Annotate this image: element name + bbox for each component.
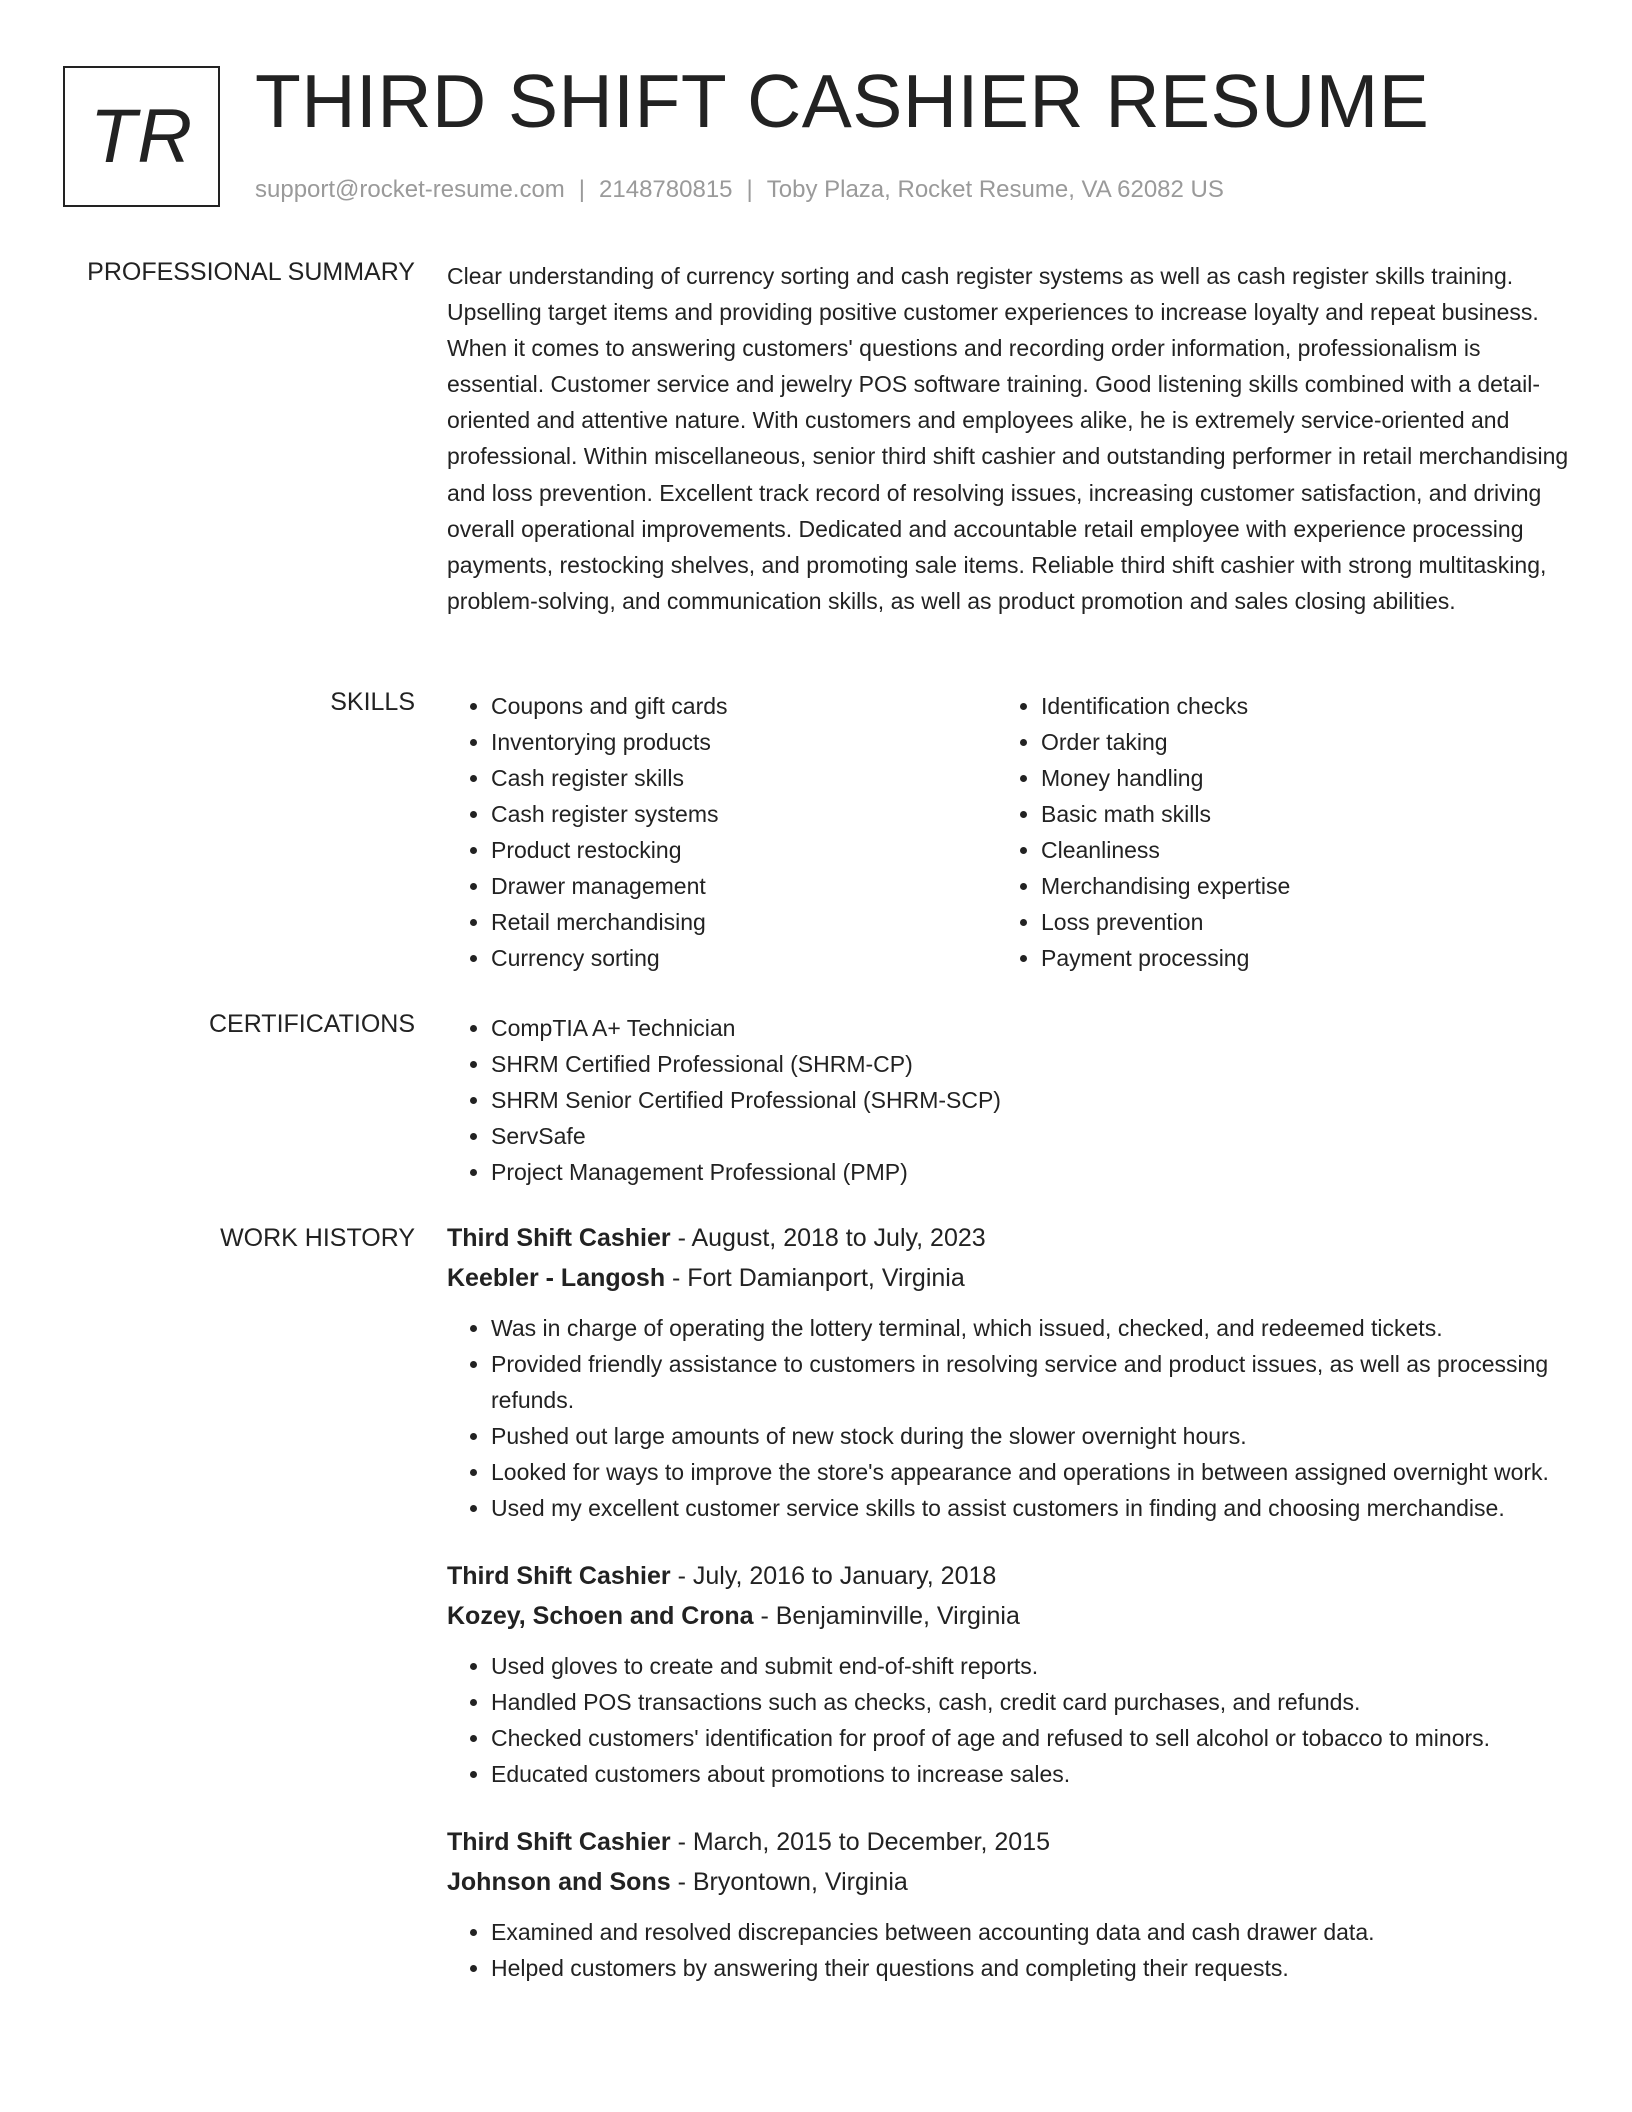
job-title-line bbox=[447, 1218, 1570, 1258]
job-duties bbox=[447, 1310, 1570, 1526]
contact-email[interactable]: support@rocket-resume.com bbox=[255, 176, 565, 203]
certification-item: • SHRM Certified Professional (SHRM-CP) bbox=[491, 1046, 1570, 1082]
certification-item: • CompTIA A+ Technician bbox=[491, 1010, 1570, 1046]
job-duty: • Used my excellent customer service skills to assist customers in finding and choosing merchandise. bbox=[491, 1490, 1570, 1526]
job-company: Johnson and Sons bbox=[447, 1868, 671, 1896]
job-duties bbox=[447, 1914, 1570, 1986]
skill-item: • Coupons and gift cards bbox=[491, 688, 997, 724]
contact-separator: | bbox=[746, 176, 753, 203]
job-title-line bbox=[447, 1822, 1570, 1862]
job-company: Kozey, Schoen and Crona bbox=[447, 1602, 754, 1630]
job-dates: - March, 2015 to December, 2015 bbox=[670, 1828, 1051, 1856]
resume-title: THIRD SHIFT CASHIER RESUME bbox=[255, 59, 1430, 143]
job-duty: • Checked customers' identification for proof of age and refused to sell alcohol or tobacco to minors. bbox=[491, 1720, 1570, 1756]
summary-heading: PROFESSIONAL SUMMARY bbox=[87, 258, 415, 286]
job-duty: • Used gloves to create and submit end-of-shift reports. bbox=[491, 1648, 1570, 1684]
skill-item: • Basic math skills bbox=[1041, 796, 1547, 832]
job-duty: • Was in charge of operating the lottery terminal, which issued, checked, and redeemed tickets. bbox=[491, 1310, 1570, 1346]
skill-item: • Merchandising expertise bbox=[1041, 868, 1547, 904]
skill-item: • Drawer management bbox=[491, 868, 997, 904]
job-title: Third Shift Cashier bbox=[447, 1828, 671, 1856]
job-location: - Bryontown, Virginia bbox=[670, 1868, 908, 1896]
job-entry bbox=[447, 1218, 1570, 1526]
certification-item: • Project Management Professional (PMP) bbox=[491, 1154, 1570, 1190]
job-duty: • Educated customers about promotions to increase sales. bbox=[491, 1756, 1570, 1792]
job-location: - Fort Damianport, Virginia bbox=[665, 1264, 965, 1292]
skill-item: • Inventorying products bbox=[491, 724, 997, 760]
job-company: Keebler - Langosh bbox=[447, 1264, 666, 1292]
contact-line bbox=[255, 176, 1224, 204]
job-entry bbox=[447, 1556, 1570, 1792]
job-duties bbox=[447, 1648, 1570, 1792]
certification-item: • ServSafe bbox=[491, 1118, 1570, 1154]
job-title: Third Shift Cashier bbox=[447, 1224, 671, 1252]
job-title-line bbox=[447, 1556, 1570, 1596]
job-dates: - July, 2016 to January, 2018 bbox=[670, 1562, 997, 1590]
contact-phone[interactable]: 2148780815 bbox=[599, 176, 733, 203]
skill-item: • Identification checks bbox=[1041, 688, 1547, 724]
job-entry bbox=[447, 1822, 1570, 1986]
skill-item: • Money handling bbox=[1041, 760, 1547, 796]
certification-item: • SHRM Senior Certified Professional (SHRM-SCP) bbox=[491, 1082, 1570, 1118]
skill-item: • Retail merchandising bbox=[491, 904, 997, 940]
contact-address: Toby Plaza, Rocket Resume, VA 62082 US bbox=[766, 176, 1224, 203]
job-company-line bbox=[447, 1258, 1570, 1298]
job-duty: • Pushed out large amounts of new stock during the slower overnight hours. bbox=[491, 1418, 1570, 1454]
job-duty: • Looked for ways to improve the store's appearance and operations in between assigned overnight work. bbox=[491, 1454, 1570, 1490]
skill-item: • Order taking bbox=[1041, 724, 1547, 760]
skill-item: • Cash register systems bbox=[491, 796, 997, 832]
skill-item: • Payment processing bbox=[1041, 940, 1547, 976]
job-duty: • Helped customers by answering their questions and completing their requests. bbox=[491, 1950, 1570, 1986]
skill-item: • Currency sorting bbox=[491, 940, 997, 976]
monogram-logo: TR bbox=[63, 66, 220, 207]
skill-item: • Cash register skills bbox=[491, 760, 997, 796]
job-location: - Benjaminville, Virginia bbox=[753, 1602, 1020, 1630]
skills-list-left bbox=[447, 688, 997, 976]
skill-item: • Cleanliness bbox=[1041, 832, 1547, 868]
skills-heading: SKILLS bbox=[330, 688, 415, 716]
skills-list-right bbox=[997, 688, 1547, 976]
job-dates: - August, 2018 to July, 2023 bbox=[670, 1224, 986, 1252]
certifications-heading: CERTIFICATIONS bbox=[208, 1010, 415, 1038]
work-history-heading: WORK HISTORY bbox=[220, 1224, 415, 1252]
skill-item: • Product restocking bbox=[491, 832, 997, 868]
job-company-line bbox=[447, 1862, 1570, 1902]
job-duty: • Provided friendly assistance to customers in resolving service and product issues, as well as processing refunds. bbox=[491, 1346, 1570, 1418]
job-title: Third Shift Cashier bbox=[447, 1562, 671, 1590]
job-company-line bbox=[447, 1596, 1570, 1636]
job-duty: • Handled POS transactions such as checks, cash, credit card purchases, and refunds. bbox=[491, 1684, 1570, 1720]
skill-item: • Loss prevention bbox=[1041, 904, 1547, 940]
job-duty: • Examined and resolved discrepancies between accounting data and cash drawer data. bbox=[491, 1914, 1570, 1950]
certifications-list bbox=[447, 1010, 1570, 1190]
contact-separator: | bbox=[578, 176, 586, 203]
summary-text: Clear understanding of currency sorting and cash register systems as well as cash register skills training. Upselling target items and providing positive customer experiences to increase loyalty and repeat business. When it comes to answering customers' questions and recording order information, professionalism is essential. Customer service and jewelry POS software training. Good listening skills combined with a detail-oriented and attentive nature. With customers and employees alike, he is extremely service-oriented and professional. Within miscellaneous, senior third shift cashier and outstanding performer in retail merchandising and loss prevention. Excellent track record of resolving issues, increasing customer satisfaction, and driving overall operational improvements. Dedicated and accountable retail employee with experience processing payments, restocking shelves, and promoting sale items. Reliable third shift cashier with strong multitasking, problem-solving, and communication skills, as well as product promotion and sales closing abilities. bbox=[447, 263, 1569, 614]
